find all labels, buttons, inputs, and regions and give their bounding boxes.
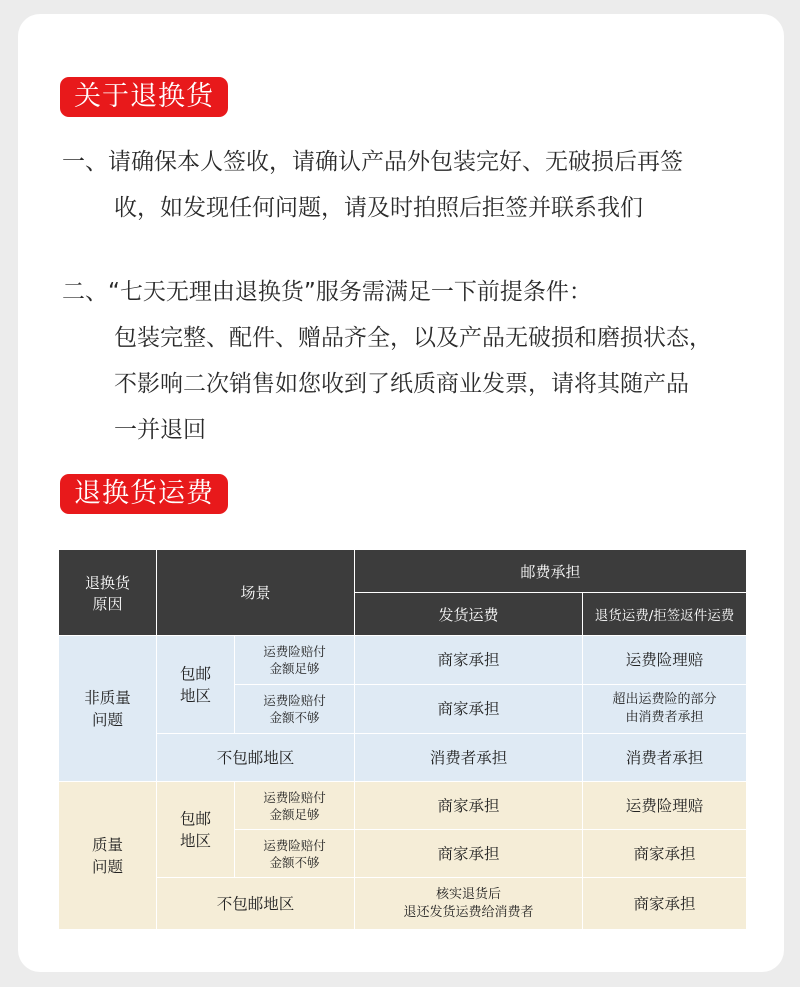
shipping-fee-table	[58, 549, 747, 930]
table-row	[59, 636, 747, 685]
section-title-return-policy: 关于退换货	[60, 77, 228, 117]
return-fee-cell: 超出运费险的部分 由消费者承担	[583, 685, 747, 734]
ship-fee-cell: 商家承担	[355, 636, 583, 685]
return-fee-cell: 商家承担	[583, 878, 747, 930]
ship-fee-cell: 商家承担	[355, 830, 583, 878]
return-fee-cell: 商家承担	[583, 830, 747, 878]
policy-item-1	[62, 139, 752, 231]
return-fee-cell: 消费者承担	[583, 734, 747, 782]
policy-item-2-line-4: 一并退回	[114, 417, 206, 443]
header-scenario: 场景	[157, 550, 355, 636]
reason-nonquality: 非质量 问题	[59, 636, 157, 782]
condition-cell: 运费险赔付 金额足够	[235, 782, 355, 830]
section-title-shipping-fee: 退换货运费	[60, 474, 228, 514]
ship-fee-cell: 商家承担	[355, 685, 583, 734]
header-return-fee: 退货运费/拒签返件运费	[583, 593, 747, 636]
reason-quality: 质量 问题	[59, 782, 157, 930]
region-no-free-shipping: 不包邮地区	[157, 734, 355, 782]
region-no-free-shipping: 不包邮地区	[157, 878, 355, 930]
ship-fee-cell: 商家承担	[355, 782, 583, 830]
header-postage: 邮费承担	[355, 550, 747, 593]
ship-fee-cell: 核实退货后 退还发货运费给消费者	[355, 878, 583, 930]
table-row	[59, 782, 747, 830]
policy-item-1-line-1: 一、请确保本人签收，请确认产品外包装完好、无破损后再签	[62, 149, 683, 175]
region-free-shipping: 包邮 地区	[157, 782, 235, 878]
return-fee-cell: 运费险理赔	[583, 782, 747, 830]
policy-item-2-line-2: 包装完整、配件、赠品齐全，以及产品无破损和磨损状态，	[114, 325, 712, 351]
region-free-shipping: 包邮 地区	[157, 636, 235, 734]
header-reason: 退换货 原因	[59, 550, 157, 636]
condition-cell: 运费险赔付 金额足够	[235, 636, 355, 685]
header-ship-fee: 发货运费	[355, 593, 583, 636]
condition-cell: 运费险赔付 金额不够	[235, 685, 355, 734]
return-fee-cell: 运费险理赔	[583, 636, 747, 685]
ship-fee-cell: 消费者承担	[355, 734, 583, 782]
policy-item-2-line-3: 不影响二次销售如您收到了纸质商业发票，请将其随产品	[114, 371, 689, 397]
policy-item-2-line-1: 二、“七天无理由退换货”服务需满足一下前提条件：	[62, 279, 592, 305]
table-row	[59, 878, 747, 930]
condition-cell: 运费险赔付 金额不够	[235, 830, 355, 878]
table-row	[59, 734, 747, 782]
policy-item-2	[62, 269, 752, 453]
policy-item-1-line-2: 收，如发现任何问题，请及时拍照后拒签并联系我们	[114, 195, 643, 221]
